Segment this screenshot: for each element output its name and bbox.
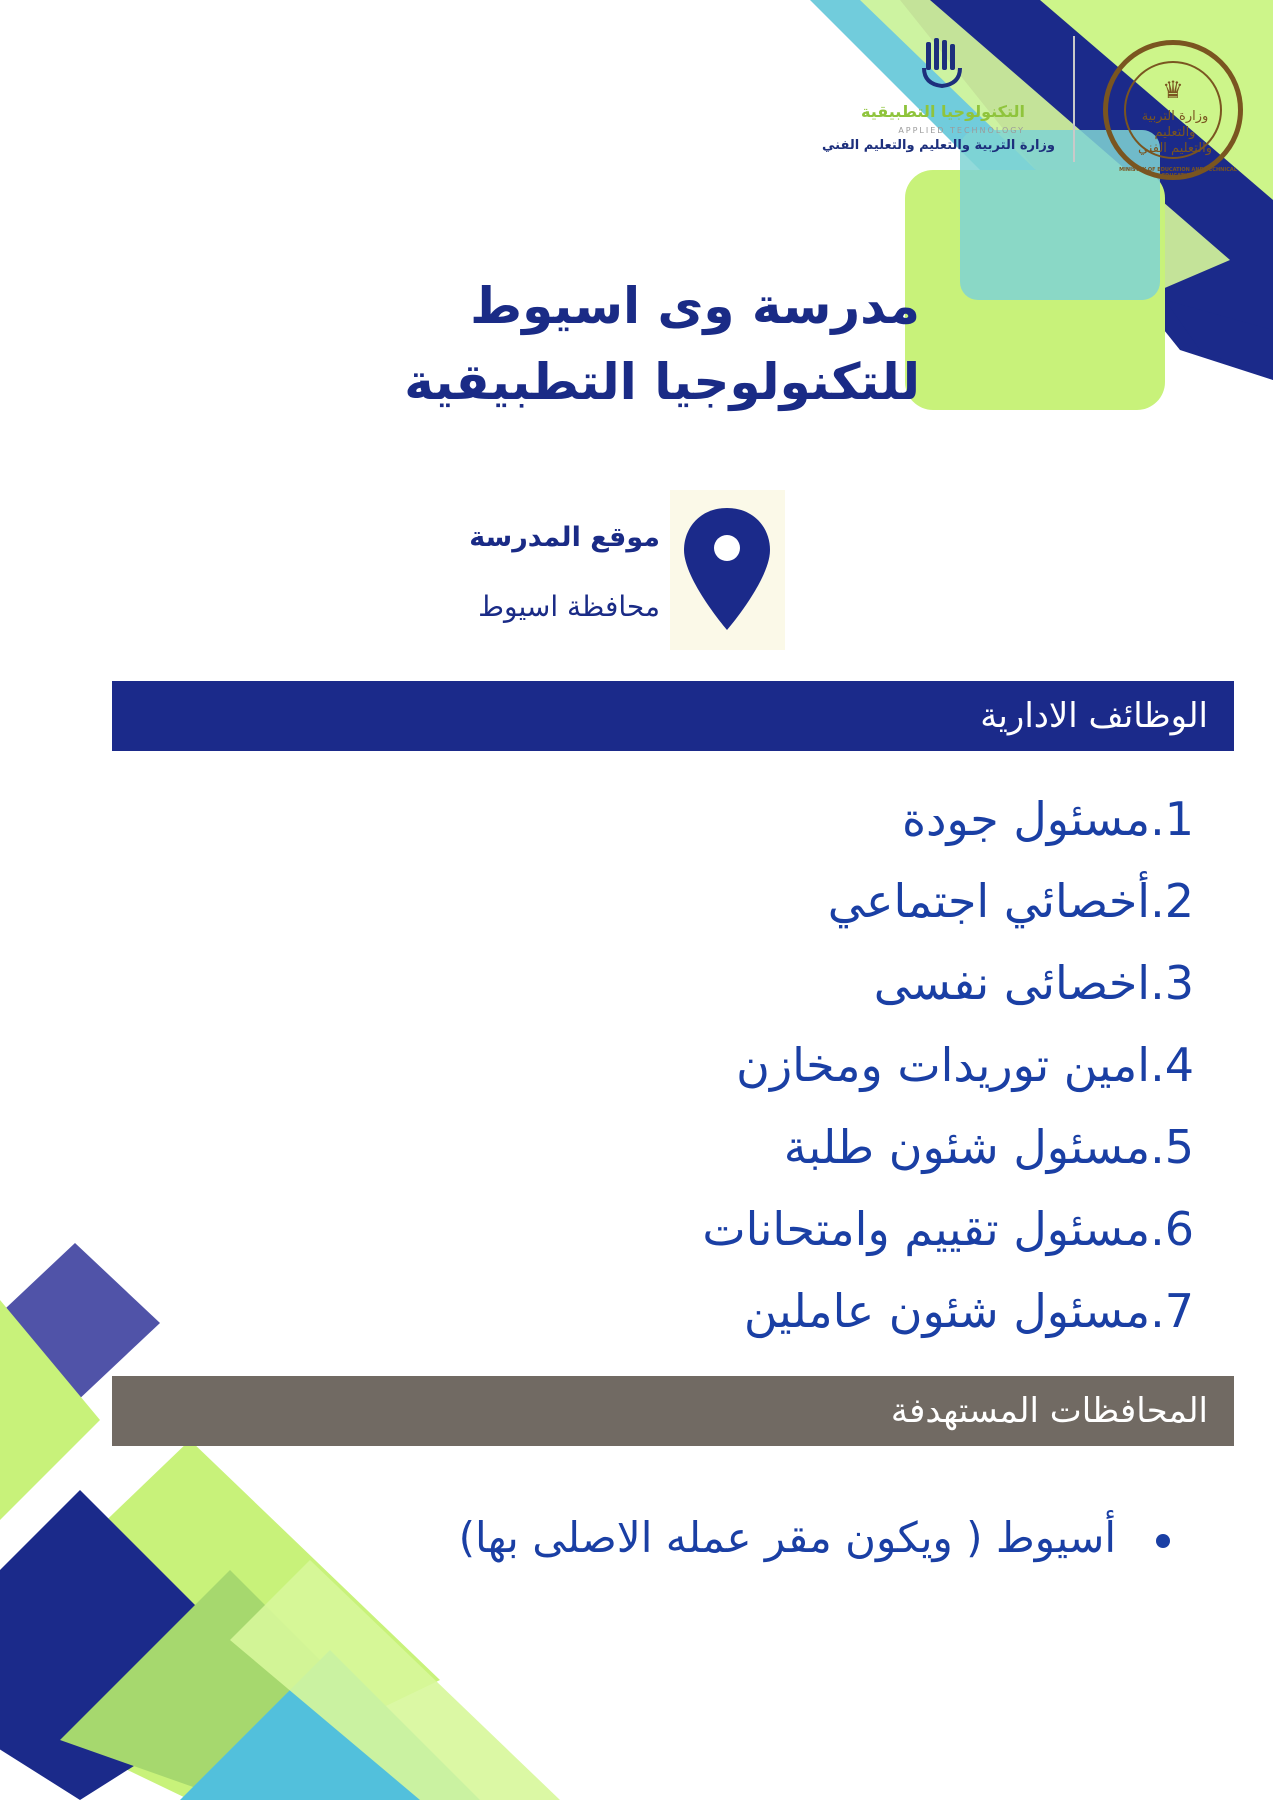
applied-technology-name-en: APPLIED TECHNOLOGY <box>898 126 1025 135</box>
job-number: 1. <box>1150 792 1194 846</box>
target-governorates-heading: المحافظات المستهدفة <box>112 1376 1234 1446</box>
job-title: أخصائي اجتماعي <box>827 874 1151 928</box>
seal-arabic-text: وزارة التربية والتعليم والتعليم الفني <box>1138 109 1212 156</box>
job-number: 7. <box>1150 1284 1194 1338</box>
list-item <box>520 942 1194 1024</box>
job-number: 2. <box>1150 874 1194 928</box>
governorate-text: أسيوط ( ويكون مقر عمله الاصلى بها) <box>458 1513 1116 1562</box>
location-pin-box <box>670 490 785 650</box>
location-value: محافظة اسيوط <box>478 590 660 623</box>
job-title: مسئول تقييم وامتحانات <box>702 1202 1151 1256</box>
title-line-2: للتكنولوجيا التطبيقية <box>404 353 920 411</box>
list-item <box>520 1024 1194 1106</box>
logo-divider <box>1073 36 1075 162</box>
admin-jobs-heading: الوظائف الادارية <box>112 681 1234 751</box>
ministry-name-ar: وزارة التربية والتعليم والتعليم الفني <box>822 138 1055 153</box>
job-title: اخصائى نفسى <box>873 956 1151 1010</box>
list-item <box>520 1188 1194 1270</box>
location-label: موقع المدرسة <box>469 522 660 553</box>
seal-english-text: MINISTRY OF EDUCATION AND TECHNICAL EDUCATION <box>1119 167 1237 179</box>
bullet-icon <box>1156 1534 1170 1548</box>
map-pin-icon <box>670 490 785 650</box>
title-line-1: مدرسة وى اسيوط <box>470 277 920 335</box>
job-title: مسئول جودة <box>901 792 1151 846</box>
job-number: 5. <box>1150 1120 1194 1174</box>
list-item <box>200 1508 1170 1568</box>
list-item <box>520 1106 1194 1188</box>
applied-technology-hand-icon <box>920 38 966 90</box>
list-item <box>520 1270 1194 1352</box>
job-title: مسئول شئون عاملين <box>743 1284 1151 1338</box>
eagle-emblem-icon: ♛ <box>1162 76 1184 104</box>
applied-technology-name-ar: التكنولوجيا التطبيقية <box>861 102 1025 121</box>
admin-jobs-list <box>520 778 1194 1352</box>
ministry-seal-logo <box>1103 40 1243 180</box>
seal-inner-ring <box>1124 61 1222 159</box>
job-number: 4. <box>1150 1038 1194 1092</box>
job-title: امين توريدات ومخازن <box>736 1038 1151 1092</box>
page-title <box>300 268 920 420</box>
list-item <box>520 778 1194 860</box>
job-number: 3. <box>1150 956 1194 1010</box>
job-title: مسئول شئون طلبة <box>783 1120 1151 1174</box>
list-item <box>520 860 1194 942</box>
governorates-list <box>200 1508 1170 1568</box>
job-number: 6. <box>1150 1202 1194 1256</box>
